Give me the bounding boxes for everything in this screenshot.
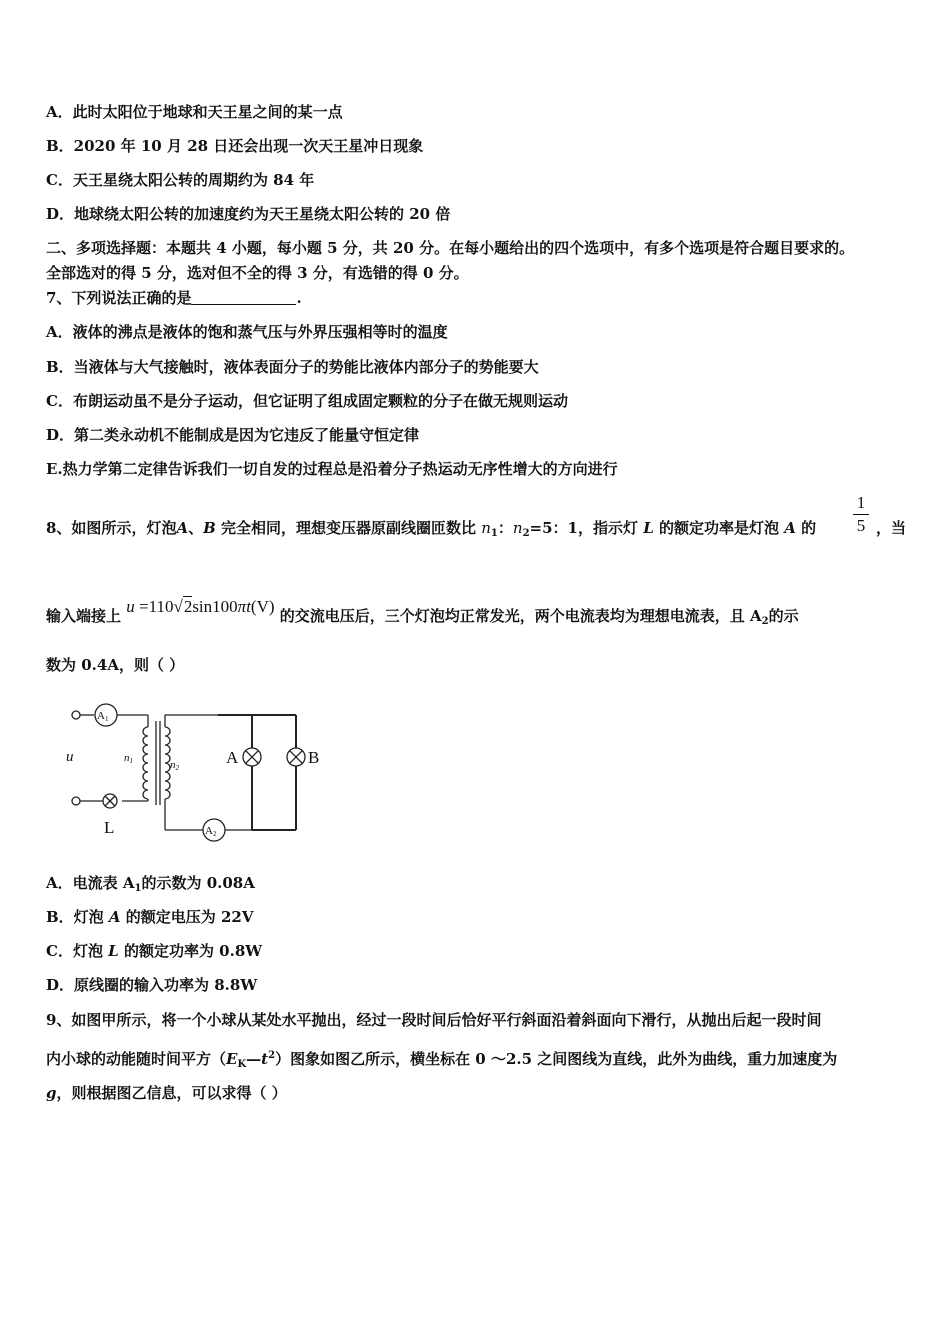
q6-option-a: A．此时太阳位于地球和天王星之间的某一点 — [46, 103, 343, 121]
q7-option-b: B．当液体与大气接触时，液体表面分子的势能比液体内部分子的势能要大 — [46, 358, 539, 376]
q8-option-d: D．原线圈的输入功率为 8.8W — [46, 976, 258, 994]
lamp-a-ref: A — [176, 519, 189, 537]
ek-symbol: E — [226, 1050, 238, 1068]
q8-text: 的示数为 0.08A — [141, 874, 255, 892]
q8-text: 的额定电压为 22V — [120, 908, 254, 926]
n2-sub: 2 — [522, 528, 530, 539]
q8-sep: 、 — [188, 519, 204, 537]
q7-option-d: D．第二类永动机不能制成是因为它违反了能量守恒定律 — [46, 426, 420, 444]
q8-text: 的额定功率是灯泡 — [653, 519, 785, 537]
lamp-l-ref: L — [108, 942, 119, 960]
q9-text: ，则根据图乙信息，可以求得（ ） — [56, 1084, 287, 1102]
q7-stem-text: 7、下列说法正确的是 — [46, 289, 192, 307]
formula-pi: π — [237, 597, 247, 616]
q7-answer-blank[interactable] — [191, 290, 296, 305]
q9-stem-line3 — [46, 1083, 287, 1103]
q8-option-a — [46, 873, 255, 899]
q8-stem-line2 — [46, 597, 799, 632]
q8-text: 输入端接上 — [46, 607, 122, 625]
q9-text: ）图象如图乙所示，横坐标在 0 ～2.5 之间图线为直线，此外为曲线，重力加速度为 — [275, 1050, 838, 1068]
t-sup: 2 — [268, 1050, 276, 1061]
q7-stem — [46, 288, 302, 308]
n1-label: n1 — [124, 752, 133, 765]
q9-stem-line1: 9、如图甲所示，将一个小球从某处水平抛出，经过一段时间后恰好平行斜面沿着斜面向下滑行，从抛出后起一段时间 — [46, 1011, 822, 1029]
q8-text: B．灯泡 — [46, 908, 109, 926]
ek-sub: K — [237, 1059, 247, 1070]
lamp-b-label: B — [308, 748, 320, 767]
q7-option-a: A．液体的沸点是液体的饱和蒸气压与外界压强相等时的温度 — [46, 323, 448, 341]
q8-text: C．灯泡 — [46, 942, 109, 960]
t-symbol: t — [261, 1050, 269, 1068]
formula-unit: (V) — [250, 597, 275, 616]
input-terminal-top — [72, 711, 80, 719]
q9-dash: — — [246, 1050, 262, 1068]
formula-sqrt: 2 — [183, 597, 193, 616]
lamp-l-ref: L — [643, 519, 654, 537]
q8-text: 的示 — [768, 607, 799, 625]
q8-colon: ： — [497, 519, 513, 537]
lamp-a-ref: A — [784, 519, 796, 537]
q8-text: 8、如图所示，灯泡 — [46, 519, 177, 537]
lamp-a-label: A — [226, 748, 239, 767]
q9-stem-line2 — [46, 1046, 837, 1075]
q9-text: 内小球的动能随时间平方（ — [46, 1050, 227, 1068]
q8-text: A．电流表 A — [46, 874, 135, 892]
n2-symbol: n — [512, 519, 523, 537]
fraction-denominator: 5 — [856, 516, 866, 535]
q7-option-c: C．布朗运动虽不是分子运动，但它证明了组成固定颗粒的分子在做无规则运动 — [46, 392, 568, 410]
fraction-numerator: 1 — [856, 493, 866, 512]
q8-text: 的交流电压后，三个灯泡均正常发光，两个电流表均为理想电流表，且 A — [279, 607, 762, 625]
q8-stem-line3: 数为 0.4A，则（ ） — [46, 656, 185, 674]
q8-stem-line1-end: ，当 — [876, 519, 907, 537]
formula-u: u — [126, 597, 135, 616]
lamp-a-ref: A — [108, 908, 121, 926]
formula-t: t — [246, 597, 251, 616]
q6-option-b: B．2020 年 10 月 28 日还会出现一次天王星冲日现象 — [46, 137, 424, 155]
section2-heading-line2: 全部选对的得 5 分，选对但不全的得 3 分，有选错的得 0 分。 — [46, 264, 469, 282]
formula-amp: =110 — [134, 597, 174, 616]
g-symbol: g — [46, 1084, 57, 1102]
n1-symbol: n — [481, 519, 491, 537]
q8-text: 的 — [795, 519, 817, 537]
fraction-one-fifth — [853, 494, 869, 535]
formula-sin: sin100 — [192, 597, 238, 616]
q8-text: =5：1，指示灯 — [529, 519, 644, 537]
q7-stem-end: . — [296, 289, 302, 307]
voltage-formula: u =110√2sin100πt(V) — [126, 597, 275, 616]
input-terminal-bottom — [72, 797, 80, 805]
q8-text: 完全相同，理想变压器原副线圈匝数比 — [215, 519, 482, 537]
q7-option-e: E.热力学第二定律告诉我们一切自发的过程总是沿着分子热运动无序性增大的方向进行 — [46, 460, 618, 478]
q6-option-c: C．天王星绕太阳公转的周期约为 84 年 — [46, 171, 315, 189]
a2-sub: 2 — [761, 616, 769, 627]
input-voltage-label: u — [66, 749, 74, 765]
a1-sub: 1 — [134, 883, 142, 894]
q8-text: 的额定功率为 0.8W — [118, 942, 263, 960]
lamp-l-label: L — [104, 818, 115, 837]
q6-option-d: D．地球绕太阳公转的加速度约为天王星绕太阳公转的 20 倍 — [46, 205, 451, 223]
n1-sub: 1 — [490, 528, 498, 539]
lamp-b-ref: B — [203, 519, 216, 537]
fraction-bar — [853, 514, 869, 515]
q8-option-b — [46, 907, 254, 927]
n2-label: n2 — [170, 759, 179, 772]
section2-heading-line1: 二、多项选择题：本题共 4 小题，每小题 5 分，共 20 分。在每小题给出的四个选项中，有多个选项是符合题目要求的。 — [46, 239, 855, 257]
q8-stem-line1 — [46, 518, 816, 544]
ammeter-a2-label: A2 — [205, 825, 217, 838]
transformer-circuit-diagram — [60, 695, 350, 845]
q8-option-c — [46, 941, 262, 961]
ammeter-a1-label: A1 — [97, 710, 109, 723]
primary-coil — [143, 727, 148, 799]
